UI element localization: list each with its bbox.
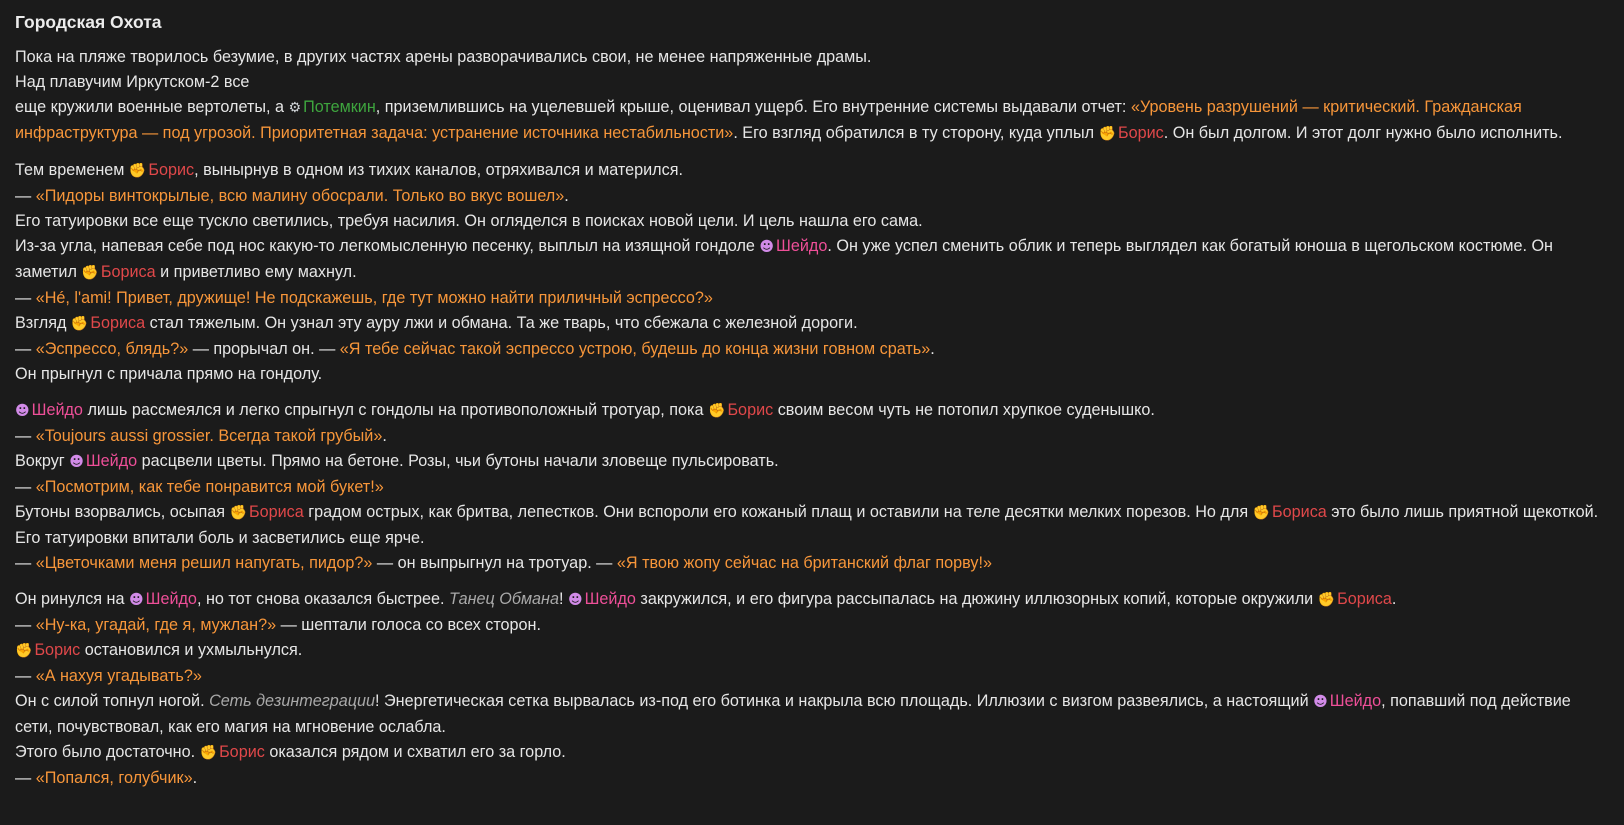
character-name-boris: Борис [727, 401, 774, 419]
narration-text: , вынырнув в одном из тихих каналов, отряхивался и матерился. [194, 161, 683, 179]
narration-text: . Он был долгом. И этот долг нужно было исполнить. [1163, 124, 1563, 142]
character-name-boris: Борис [148, 161, 195, 179]
narration-text: оказался рядом и схватил его за горло. [264, 743, 566, 761]
narration-text: остановился и ухмыльнулся. [80, 641, 303, 659]
story-line [15, 209, 1610, 234]
masks-icon: ☻ [1313, 694, 1328, 710]
narration-text: это было лишь приятной щекоткой. Его татуировки впитали боль и засветились еще ярче. [15, 503, 1599, 547]
story-line [15, 362, 1610, 387]
story-line [15, 234, 1610, 286]
narration-text: . [930, 340, 935, 358]
narration-text: . [192, 769, 198, 787]
dialogue-quote: «Ну-ка, угадай, где я, мужлан?» [35, 616, 277, 634]
character-name-sheido: Шейдо [31, 401, 83, 419]
story-line [15, 587, 1610, 613]
story-line [15, 449, 1610, 475]
character-name-potemkin: Потемкин [303, 98, 376, 116]
narration-text: Бутоны взорвались, осыпая [15, 503, 230, 521]
fist-icon: ✊ [199, 745, 218, 761]
fist-icon: ✊ [1317, 592, 1336, 608]
narration-text: и приветливо ему махнул. [155, 263, 357, 281]
dialogue-quote: «Я твою жопу сейчас на британский флаг порву!» [616, 554, 993, 572]
narration-text: ! [558, 590, 568, 608]
narration-text: . [382, 427, 387, 445]
narration-text: , приземлившись на уцелевшей крыше, оценивал ущерб. Его внутренние системы выдавали отчет: [375, 98, 1131, 116]
narration-text: — шептали голоса со всех сторон. [276, 616, 541, 634]
narration-text: — [15, 289, 36, 307]
narration-text: . [1391, 590, 1397, 608]
story-line [15, 689, 1610, 740]
masks-icon: ☻ [15, 403, 30, 419]
story-body [15, 45, 1610, 791]
narration-text: Над плавучим Иркутском-2 все [15, 73, 250, 91]
character-name-sheido: Шейдо [85, 452, 138, 470]
story-line [15, 613, 1610, 638]
story-line [15, 95, 1610, 147]
narration-text: — [15, 769, 36, 787]
character-name-boris: Бориса [100, 263, 156, 281]
narration-text: Тем временем [15, 161, 129, 179]
story-line [15, 638, 1610, 664]
narration-text: . [564, 187, 569, 205]
narration-text: лишь рассмеялся и легко спрыгнул с гондолы на противоположный тротуар, пока [82, 401, 708, 419]
story-line [15, 184, 1610, 209]
fist-icon: ✊ [1252, 505, 1271, 521]
character-name-boris: Бориса [1337, 590, 1392, 608]
story-line [15, 766, 1610, 791]
story-line [15, 551, 1610, 576]
narration-text: Пока на пляже творилось безумие, в других частях арены разворачивались свои, не менее напряженные драмы. [15, 48, 872, 66]
story-line [15, 740, 1610, 766]
character-name-boris: Борис [219, 743, 265, 761]
fist-icon: ✊ [229, 505, 247, 521]
story-paragraph [15, 45, 1610, 147]
story-line [15, 664, 1610, 689]
story-line [15, 286, 1610, 311]
narration-text: — [15, 478, 36, 496]
character-name-boris: Бориса [248, 503, 304, 521]
story-line [15, 337, 1610, 362]
narration-text: . Его взгляд обратился в ту сторону, куда уплыл [733, 124, 1099, 142]
narration-text: — [15, 616, 36, 634]
fist-icon: ✊ [708, 403, 726, 419]
narration-text: Он прыгнул с причала прямо на гондолу. [15, 365, 323, 383]
character-name-boris: Борис [1118, 124, 1164, 142]
masks-icon: ☻ [69, 454, 84, 470]
narration-text: Этого было достаточно. [15, 743, 200, 761]
narration-text: Он ринулся на [15, 590, 129, 608]
narration-text: — прорычал он. — [188, 340, 340, 358]
character-name-sheido: Шейдо [776, 237, 828, 255]
masks-icon: ☻ [129, 592, 144, 608]
character-name-boris: Бориса [90, 314, 146, 332]
narration-text: своим весом чуть не потопил хрупкое суденышко. [773, 401, 1155, 419]
narration-text: — [15, 427, 36, 445]
narration-text: Он с силой топнул ногой. [15, 692, 210, 710]
technique-name: Сеть дезинтеграции [209, 692, 376, 710]
character-name-sheido: Шейдо [145, 590, 197, 608]
narration-text: Вокруг [15, 452, 70, 470]
story-line [15, 424, 1610, 449]
narration-text: закружился, и его фигура рассыпалась на дюжину иллюзорных копий, которые окружили [635, 590, 1318, 608]
masks-icon: ☻ [567, 592, 583, 608]
dialogue-quote: «Попался, голубчик» [35, 769, 193, 787]
story-line [15, 475, 1610, 500]
narration-text: Его татуировки все еще тускло светились, требуя насилия. Он огляделся в поисках новой цели. И цель нашла его сама. [15, 212, 923, 230]
character-name-boris: Борис [34, 641, 81, 659]
narration-text: — [15, 667, 36, 685]
narration-text: , но тот снова оказался быстрее. [196, 590, 450, 608]
narration-text: — он выпрыгнул на тротуар. — [372, 554, 617, 572]
dialogue-quote: «Hé, l'ami! Привет, дружище! Не подскажешь, где тут можно найти приличный эспрессо?» [35, 289, 713, 307]
narration-text: градом острых, как бритва, лепестков. Они вспороли его кожаный плащ и оставили на теле десятки мелких порезов. Но для [303, 503, 1253, 521]
story-paragraph [15, 587, 1610, 791]
story-line [15, 311, 1610, 337]
story-line [15, 70, 1610, 95]
fist-icon: ✊ [128, 163, 147, 179]
dialogue-quote: «Я тебе сейчас такой эспрессо устрою, будешь до конца жизни говном срать» [339, 340, 931, 358]
narration-text: Взгляд [15, 314, 71, 332]
fist-icon: ✊ [81, 265, 99, 281]
masks-icon: ☻ [759, 239, 775, 255]
dialogue-quote: «Toujours aussi grossier. Всегда такой грубый» [35, 427, 383, 445]
narration-text: Из-за угла, напевая себе под нос какую-то легкомысленную песенку, выплыл на изящной гондоле [15, 237, 760, 255]
story-line [15, 45, 1610, 70]
character-name-boris: Бориса [1272, 503, 1327, 521]
dialogue-quote: «Пидоры винтокрылые, всю малину обосрали. Только во вкус вошел» [35, 187, 565, 205]
story-line [15, 500, 1610, 551]
fist-icon: ✊ [15, 643, 33, 659]
robot-icon: ⚙ [288, 100, 302, 116]
fist-icon: ✊ [70, 316, 89, 332]
narration-text: ! Энергетическая сетка вырвалась из-под его ботинка и накрыла всю площадь. Иллюзии с визгом развеялись, а настоящий [375, 692, 1314, 710]
narration-text: — [15, 340, 36, 358]
fist-icon: ✊ [1098, 126, 1116, 142]
dialogue-quote: «А нахуя угадывать?» [35, 667, 202, 685]
character-name-sheido: Шейдо [584, 590, 636, 608]
story-paragraph [15, 158, 1610, 387]
narration-text: . Он уже успел сменить облик и теперь выглядел как богатый юноша в щегольском костюме. Он заметил [15, 237, 1553, 281]
story-line [15, 398, 1610, 424]
narration-text: расцвели цветы. Прямо на бетоне. Розы, чьи бутоны начали зловеще пульсировать. [137, 452, 779, 470]
narration-text: еще кружили военные вертолеты, а [15, 98, 289, 116]
dialogue-quote: «Эспрессо, блядь?» [35, 340, 189, 358]
narration-text: , попавший под действие сети, почувствовал, как его магия на мгновение ослабла. [15, 692, 1571, 736]
story-paragraph [15, 398, 1610, 576]
narration-text: стал тяжелым. Он узнал эту ауру лжи и обмана. Та же тварь, что сбежала с железной дороги. [145, 314, 858, 332]
dialogue-quote: «Посмотрим, как тебе понравится мой букет!» [35, 478, 384, 496]
dialogue-quote: «Уровень разрушений — критический. Гражданская инфраструктура — под угрозой. Приоритетная задача: устранение источника нестабильности» [15, 98, 1522, 142]
page-title: Городская Охота [15, 12, 162, 32]
story-line [15, 158, 1610, 184]
narration-text: — [15, 187, 36, 205]
narration-text: — [15, 554, 36, 572]
technique-name: Танец Обмана [449, 590, 559, 608]
character-name-sheido: Шейдо [1329, 692, 1382, 710]
dialogue-quote: «Цветочками меня решил напугать, пидор?» [35, 554, 373, 572]
